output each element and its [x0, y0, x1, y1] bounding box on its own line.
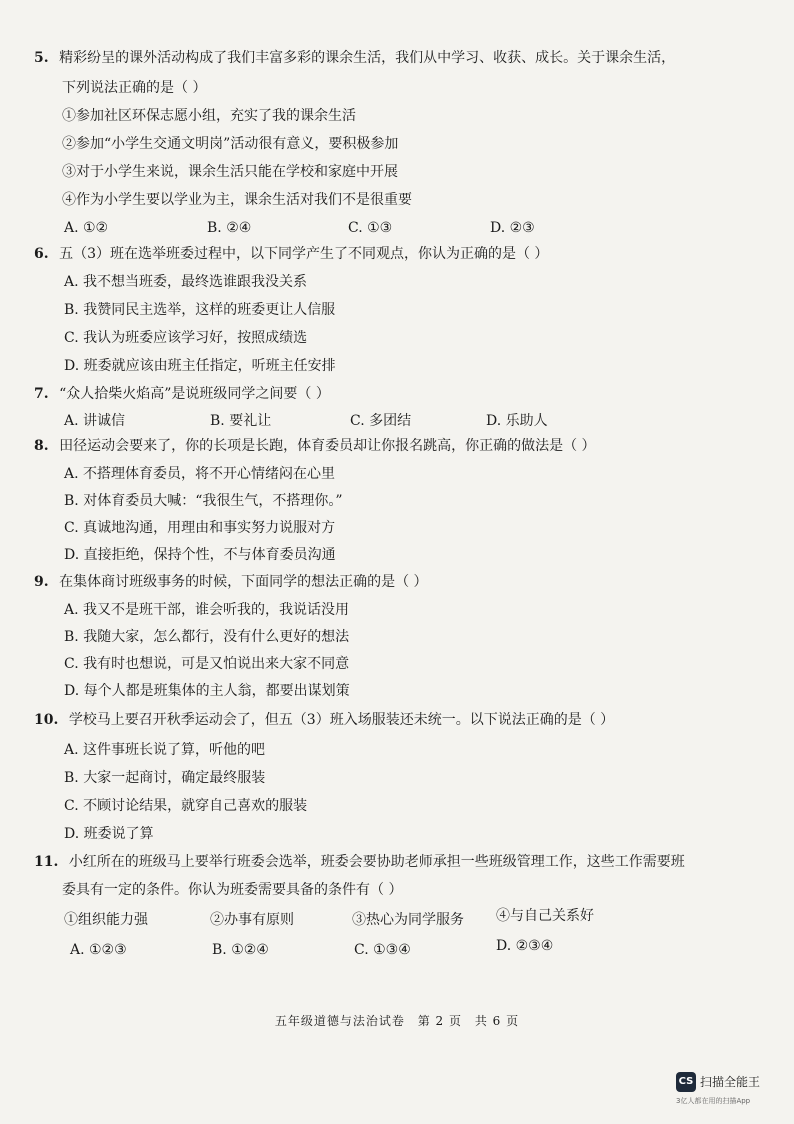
- option-b: B. 要礼让: [210, 413, 272, 429]
- question-5: [34, 48, 675, 68]
- option-a: A. ①②③: [70, 942, 127, 958]
- question-9: [34, 572, 428, 592]
- question-number: 7.: [34, 386, 49, 402]
- question-8: [34, 436, 596, 456]
- question-number: 6.: [34, 246, 49, 262]
- question-text: 小红所在的班级马上要举行班委会选举，班委会要协助老师承担一些班级管理工作，这些工作需要班: [68, 854, 685, 870]
- option-c: C. ①③④: [354, 942, 411, 958]
- option-b: B. 我赞同民主选举，这样的班委更让人信服: [64, 302, 336, 318]
- option-c: C. 真诚地沟通，用理由和事实努力说服对方: [64, 520, 336, 536]
- option-c: C. ①③: [348, 220, 393, 236]
- option-a: A. 这件事班长说了算，听他的吧: [64, 742, 266, 758]
- option-a: A. 讲诚信: [64, 413, 126, 429]
- question-text: 田径运动会要来了，你的长项是长跑，体育委员却让你报名跳高，你正确的做法是（ ）: [59, 438, 596, 454]
- option-c: C. 多团结: [350, 413, 412, 429]
- option-b: B. 对体育委员大喊：“我很生气，不搭理你。”: [64, 493, 343, 509]
- question-6: [34, 244, 548, 264]
- option-d: D. ②③④: [496, 938, 554, 954]
- question-text-cont: 下列说法正确的是（ ）: [62, 80, 207, 96]
- statement-item: ②参加“小学生交通文明岗”活动很有意义，要积极参加: [62, 136, 399, 152]
- statement-item: ①参加社区环保志愿小组，充实了我的课余生活: [62, 108, 356, 124]
- question-11: [34, 852, 685, 872]
- option-d: D. 班委说了算: [64, 826, 154, 842]
- question-number: 8.: [34, 438, 49, 454]
- statement-item: ④作为小学生要以学业为主，课余生活对我们不是很重要: [62, 192, 412, 208]
- option-a: A. 我又不是班干部，谁会听我的，我说话没用: [64, 602, 350, 618]
- option-c: C. 我有时也想说，可是又怕说出来大家不同意: [64, 656, 350, 672]
- question-number: 11.: [34, 854, 59, 870]
- option-d: D. ②③: [490, 220, 535, 236]
- question-text: 五（3）班在选举班委过程中，以下同学产生了不同观点，你认为正确的是（ ）: [59, 246, 549, 262]
- option-d: D. 直接拒绝，保持个性，不与体育委员沟通: [64, 547, 336, 563]
- question-7: [34, 384, 330, 404]
- statement-item: ①组织能力强: [64, 912, 148, 928]
- camscanner-logo-icon: CS: [676, 1072, 696, 1092]
- option-c: C. 我认为班委应该学习好，按照成绩选: [64, 330, 308, 346]
- option-d: D. 乐助人: [486, 413, 548, 429]
- footer-total-pages: 共 6 页: [474, 1014, 520, 1028]
- question-text: “众人拾柴火焰高”是说班级同学之间要（ ）: [59, 386, 330, 402]
- question-text: 精彩纷呈的课外活动构成了我们丰富多彩的课余生活，我们从中学习、收获、成长。关于课余生活，: [59, 50, 676, 66]
- option-b: B. 大家一起商讨，确定最终服装: [64, 770, 266, 786]
- option-d: D. 班委就应该由班主任指定，听班主任安排: [64, 358, 336, 374]
- footer-subject: 五年级道德与法治试卷: [274, 1014, 405, 1028]
- scanner-watermark: [676, 1072, 776, 1112]
- page-footer: [0, 1012, 794, 1029]
- option-a: A. 不搭理体育委员，将不开心情绪闷在心里: [64, 466, 336, 482]
- question-number: 9.: [34, 574, 49, 590]
- statement-item: ④与自己关系好: [496, 908, 594, 924]
- watermark-subtitle: 3亿人都在用的扫描App: [676, 1097, 751, 1105]
- option-b: B. ②④: [207, 220, 252, 236]
- option-b: B. 我随大家，怎么都行，没有什么更好的想法: [64, 629, 350, 645]
- question-number: 10.: [34, 712, 59, 728]
- option-b: B. ①②④: [212, 942, 269, 958]
- option-a: A. ①②: [64, 220, 109, 236]
- question-text: 学校马上要召开秋季运动会了，但五（3）班入场服装还未统一。以下说法正确的是（ ）: [68, 712, 615, 728]
- option-c: C. 不顾讨论结果，就穿自己喜欢的服装: [64, 798, 308, 814]
- option-d: D. 每个人都是班集体的主人翁，都要出谋划策: [64, 683, 350, 699]
- question-text: 在集体商讨班级事务的时候，下面同学的想法正确的是（ ）: [59, 574, 428, 590]
- statement-item: ③热心为同学服务: [352, 912, 464, 928]
- watermark-title: 扫描全能王: [700, 1075, 761, 1089]
- footer-page-number: 第 2 页: [417, 1014, 462, 1028]
- question-10: [34, 710, 614, 730]
- option-a: A. 我不想当班委，最终选谁跟我没关系: [64, 274, 308, 290]
- statement-item: ②办事有原则: [210, 912, 294, 928]
- statement-item: ③对于小学生来说，课余生活只能在学校和家庭中开展: [62, 164, 398, 180]
- question-text-cont: 委具有一定的条件。你认为班委需要具备的条件有（ ）: [62, 882, 403, 898]
- question-number: 5.: [34, 50, 49, 66]
